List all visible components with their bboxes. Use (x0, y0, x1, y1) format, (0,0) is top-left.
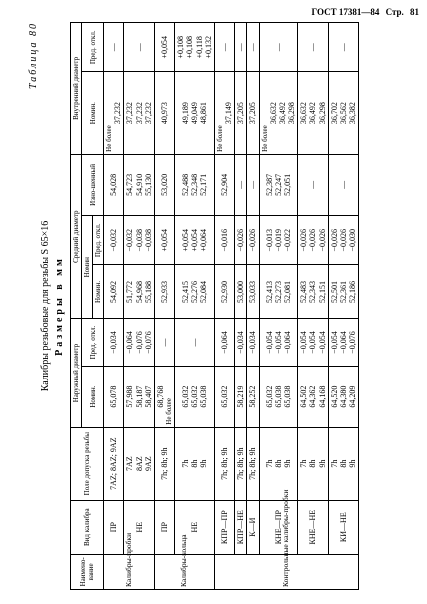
header-tolerance-field: Поле допуска резьбы (71, 427, 104, 500)
table-row (124, 23, 155, 590)
page-number: 81 (410, 7, 419, 17)
cell-outer-dev: −0,034 (235, 319, 247, 366)
cell-outer-nominal: 65,078 (104, 366, 124, 427)
cell-inner-nominal: Не более 36,632 36,492 36,298 (259, 72, 298, 154)
table-row (104, 23, 124, 590)
cell-mid-nominal: 53,000 (235, 265, 247, 319)
cell-inner-dev: — (235, 23, 247, 73)
cell-outer-dev: −0,054 −0,064 −0,076 (328, 319, 359, 366)
cell-code: КНЕ—ПР (259, 500, 298, 554)
cell-mid-worn: 52,904 (214, 154, 234, 215)
rotated-table-page (26, 22, 418, 590)
cell-outer-nominal: 65,032 (214, 366, 234, 427)
cell-outer-dev: −0,034 (104, 319, 124, 366)
cell-mid-worn: 52,488 52,348 52,171 (175, 154, 215, 215)
cell-inner-dev: +0,054 (154, 23, 174, 73)
header-outer-limit-dev: Пред. откл. (82, 319, 104, 366)
cell-inner-nominal: 37,232 37,232 37,232 (124, 72, 155, 154)
header-code: Вид калибра (71, 500, 104, 554)
cell-mid-nominal: 54,092 (104, 265, 124, 319)
cell-fields: 7h 8h 9h (259, 427, 298, 500)
cell-mid-dev: +0,054 +0,054 +0,064 (175, 216, 215, 265)
header-inner-limit-dev: Пред. откл. (82, 23, 104, 73)
cell-code: КПР—НЕ (235, 500, 247, 554)
cell-outer-nominal: 64,520 64,380 64,209 (328, 366, 359, 427)
cell-outer-dev: −0,064 (214, 319, 234, 366)
cell-mid-nominal: 52,501 52,361 52,186 (328, 265, 359, 319)
cell-mid-nominal: 52,933 (154, 265, 174, 319)
cell-code: НЕ (175, 500, 215, 554)
cell-mid-dev: −0,026 −0,026 −0,026 (298, 216, 329, 265)
header-inner-nominal: Номин. (82, 72, 104, 154)
cell-outer-dev: −0,054 −0,054 −0,054 (298, 319, 329, 366)
cell-mid-worn: 54,723 54,910 55,130 (124, 154, 155, 215)
header-mid-worn: Изно-шенный (82, 154, 104, 215)
note-not-more: Не более (260, 125, 269, 152)
note-not-more: Не более (215, 125, 224, 152)
header-name: Наимено-вание (71, 554, 104, 589)
cell-inner-dev: — (214, 23, 234, 73)
cell-mid-nominal: 53,033 (247, 265, 259, 319)
cell-fields: 7h; 8h; 9h (235, 427, 247, 500)
cell-fields: 7AZ 8AZ 9AZ (124, 427, 155, 500)
cell-mid-worn: 52,387 52,247 52,051 (259, 154, 298, 215)
cell-inner-dev: — (328, 23, 359, 73)
cell-mid-dev: −0,032 −0,038 −0,038 (124, 216, 155, 265)
cell-mid-dev: +0,054 (154, 216, 174, 265)
cell-outer-nominal: 65,032 65,032 65,038 (175, 366, 215, 427)
header-outer-diameter: Наружный диаметр (71, 319, 82, 427)
cell-inner-dev: +0,108 +0,108 +0,118 +0,132 (175, 23, 215, 73)
table-row (154, 23, 174, 590)
cell-inner-nominal: 36,702 36,562 36,382 (328, 72, 359, 154)
cell-inner-dev: — (104, 23, 124, 73)
cell-mid-dev: −0,016 (214, 216, 234, 265)
cell-mid-dev: −0,032 (104, 216, 124, 265)
cell-mid-worn: — (328, 154, 359, 215)
header-outer-nominal: Номин. (82, 366, 104, 427)
table-row (298, 23, 329, 590)
note-not-more: Не более (105, 125, 114, 152)
table-row (259, 23, 298, 590)
note-not-less: Не более (165, 398, 174, 425)
cell-outer-nominal: 58,252 (247, 366, 259, 427)
header-mid-diameter: Средний диаметр (71, 154, 82, 319)
cell-outer-dev: — (154, 319, 174, 366)
page-header (307, 7, 419, 17)
header-mid-limit-dev: Пред. откл. (93, 216, 104, 265)
cell-fields: 7AZ; 8AZ; 9AZ (104, 427, 124, 500)
cell-inner-dev: — (124, 23, 155, 73)
cell-mid-worn: — (247, 154, 259, 215)
header-inner-diameter: Внутренний диаметр (71, 23, 82, 155)
units-caption: Размеры в мм (54, 256, 65, 356)
table-row (235, 23, 247, 590)
cell-mid-nominal: 52,415 52,276 52,084 (175, 265, 215, 319)
cell-code: ПР (104, 500, 124, 554)
cell-code: ПР (154, 500, 174, 554)
cell-fields: 7h 8h 9h (298, 427, 329, 500)
cell-outer-nominal: 68,768 Не более (154, 366, 174, 427)
cell-inner-nominal: Не более 37,232 (104, 72, 124, 154)
cell-inner-dev: — (259, 23, 298, 73)
cell-mid-dev: −0,013 −0,019 −0,022 (259, 216, 298, 265)
cell-mid-nominal: 52,930 (214, 265, 234, 319)
cell-mid-dev: −0,026 (235, 216, 247, 265)
cell-mid-dev: −0,026 −0,026 −0,030 (328, 216, 359, 265)
cell-inner-nominal: 36,632 36,492 36,298 (298, 72, 329, 154)
gauge-table (70, 22, 359, 590)
cell-code: КНЕ—НЕ (298, 500, 329, 554)
cell-code: КИ—НЕ (328, 500, 359, 554)
standard-number: ГОСТ 17381—84 (311, 7, 380, 17)
cell-mid-nominal: 52,413 52,273 52,081 (259, 265, 298, 319)
cell-inner-nominal: 37,205 (235, 72, 247, 154)
cell-mid-dev: −0,026 (247, 216, 259, 265)
cell-inner-nominal: 49,189 49,049 48,861 (175, 72, 215, 154)
page-label: Стр. (385, 7, 404, 17)
cell-inner-nominal: 37,205 (247, 72, 259, 154)
cell-inner-dev: — (298, 23, 329, 73)
cell-inner-dev: — (247, 23, 259, 73)
table-title: Калибры резьбовые для резьбы S 65×16 (40, 220, 51, 392)
cell-inner-nominal: 40,973 (154, 72, 174, 154)
cell-outer-dev: −0,054 −0,054 −0,064 (259, 319, 298, 366)
table-row (175, 23, 215, 590)
cell-outer-dev: — (175, 319, 215, 366)
cell-mid-worn: 54,028 (104, 154, 124, 215)
cell-outer-dev: −0,064 −0,076 −0,076 (124, 319, 155, 366)
cell-code: КПР—ПР (214, 500, 234, 554)
cell-fields: 7h; 8h; 9h (154, 427, 174, 500)
cell-outer-nominal: 65,032 65,038 65,038 (259, 366, 298, 427)
cell-fields: 7h 8h 9h (175, 427, 215, 500)
cell-code: К—И (247, 500, 259, 554)
cell-inner-nominal: Не более 37,149 (214, 72, 234, 154)
group-plug-gauges: Калибры-пробки (104, 554, 155, 589)
group-control-plugs: Контрольные калибры-пробки (214, 554, 358, 589)
cell-fields: 7h; 8h; 9h (214, 427, 234, 500)
cell-mid-worn: 53,020 (154, 154, 174, 215)
cell-fields: 7h; 8h; 9h (247, 427, 259, 500)
cell-outer-nominal: 64,502 64,362 64,168 (298, 366, 329, 427)
cell-fields: 7h 8h 9h (328, 427, 359, 500)
table-row (247, 23, 259, 590)
header-mid-nominal-group: Номин (82, 216, 93, 319)
cell-outer-nominal: 58,219 (235, 366, 247, 427)
table-row (328, 23, 359, 590)
cell-code: НЕ (124, 500, 155, 554)
cell-mid-worn: — (235, 154, 247, 215)
cell-mid-worn: — (298, 154, 329, 215)
header-row-1 (71, 23, 82, 590)
cell-mid-nominal: 51,772 54,968 55,188 (124, 265, 155, 319)
cell-mid-nominal: 52,483 52,343 52,151 (298, 265, 329, 319)
header-mid-nominal: Номин. (93, 265, 104, 319)
cell-outer-nominal: 57,988 58,187 58,407 (124, 366, 155, 427)
table-label: Таблица 80 (28, 22, 39, 89)
group-ring-gauges: Калибры-кольца (154, 554, 214, 589)
cell-outer-dev: −0,034 (247, 319, 259, 366)
table-row (214, 23, 234, 590)
